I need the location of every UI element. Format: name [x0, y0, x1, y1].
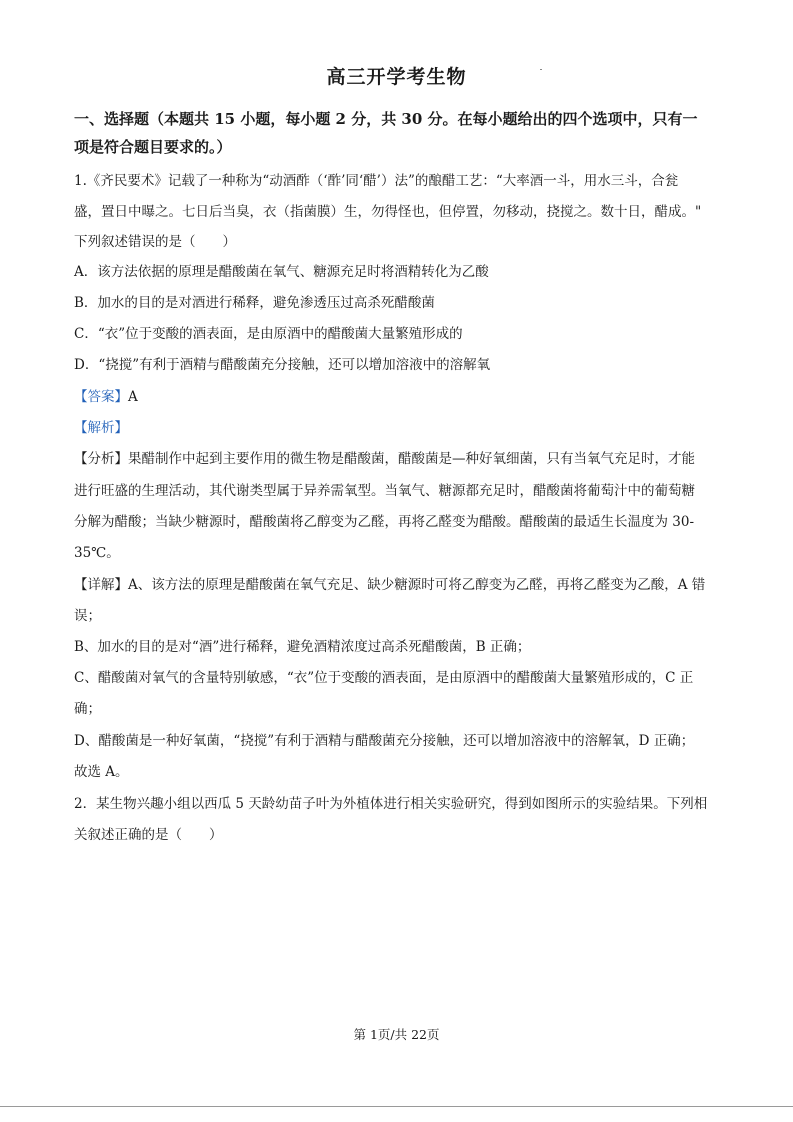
bottom-divider [0, 1106, 793, 1107]
xiangjie-line-b: B、加水的目的是对“酒”进行稀释，避免酒精浓度过高杀死醋酸菌，B 正确； [74, 639, 531, 655]
analysis-label: 【解析】 [74, 420, 128, 436]
section-heading-cont: 项是符合题目要求的。） [74, 138, 232, 156]
q1-stem-line-2: 盛，置日中曝之。七日后当臭，衣（指菌膜）生，勿得怪也，但停置，勿移动，挠搅之。数十日，醋成。" [74, 204, 702, 220]
xiangjie-line-c2: 确； [74, 701, 101, 717]
q1-stem-line-1: 1.《齐民要术》记载了一种称为“动酒酢（‘酢’同‘醋’）法”的酿醋工艺：“大率酒一斗，用水三斗，合瓮 [74, 173, 679, 189]
fenxi-label: 【分析】 [74, 451, 128, 467]
q1-stem-line-3: 下列叙述错误的是（ ） [74, 234, 236, 250]
page-footer: 第 1页/共 22页 [353, 1027, 440, 1042]
q1-option-d: D．“挠搅”有利于酒精与醋酸菌充分接触，还可以增加溶液中的溶解氧 [74, 357, 491, 373]
conclusion: 故选 A。 [74, 764, 129, 780]
section-heading: 一、选择题（本题共 15 小题，每小题 2 分，共 30 分。在每小题给出的四个选项中，只有一 [74, 110, 698, 128]
answer-label: 【答案】 [74, 389, 128, 405]
fenxi-line-2: 进行旺盛的生理活动，其代谢类型属于异养需氧型。当氧气、糖源都充足时，醋酸菌将葡萄汁中的葡萄糖 [74, 483, 695, 499]
xiangjie-text-a1: A、该方法的原理是醋酸菌在氧气充足、缺少糖源时可将乙醇变为乙醛，再将乙醛变为乙酸，A 错 [128, 577, 706, 593]
xiangjie-line-a1 [74, 576, 724, 594]
fenxi-line-3: 分解为醋酸；当缺少糖源时，醋酸菌将乙醇变为乙醛，再将乙醛变为醋酸。醋酸菌的最适生长温度为 30- [74, 514, 695, 530]
answer-value: A [128, 389, 138, 405]
xiangjie-line-c1: C、醋酸菌对氧气的含量特别敏感，“衣”位于变酸的酒表面，是由原酒中的醋酸菌大量繁殖形成的，C 正 [74, 670, 694, 686]
q1-option-b: B．加水的目的是对酒进行稀释，避免渗透压过高杀死醋酸菌 [74, 295, 435, 311]
q2-stem-line-2: 关叙述正确的是（ ） [74, 827, 223, 843]
fenxi-line-4: 35℃。 [74, 545, 120, 561]
q1-option-a: A．该方法依据的原理是醋酸菌在氧气、糖源充足时将酒精转化为乙酸 [74, 264, 489, 280]
fenxi-line-1 [74, 450, 724, 468]
xiangjie-line-d: D、醋酸菌是一种好氧菌，“挠搅”有利于酒精与醋酸菌充分接触，还可以增加溶液中的溶解氧，D 正确； [74, 733, 695, 749]
q1-option-c: C．“衣”位于变酸的酒表面，是由原酒中的醋酸菌大量繁殖形成的 [74, 326, 463, 342]
fenxi-text-1: 果醋制作中起到主要作用的微生物是醋酸菌，醋酸菌是—种好氧细菌，只有当氧气充足时，才能 [128, 451, 695, 467]
xiangjie-line-a2: 误； [74, 608, 101, 624]
xiangjie-label: 【详解】 [74, 577, 128, 593]
scan-speck [540, 69, 542, 70]
page-title: 高三开学考生物 [326, 66, 467, 88]
q2-stem-line-1: 2．某生物兴趣小组以西瓜 5 天龄幼苗子叶为外植体进行相关实验研究，得到如图所示的实验结果。下列相 [74, 796, 708, 812]
q1-answer [74, 388, 724, 406]
